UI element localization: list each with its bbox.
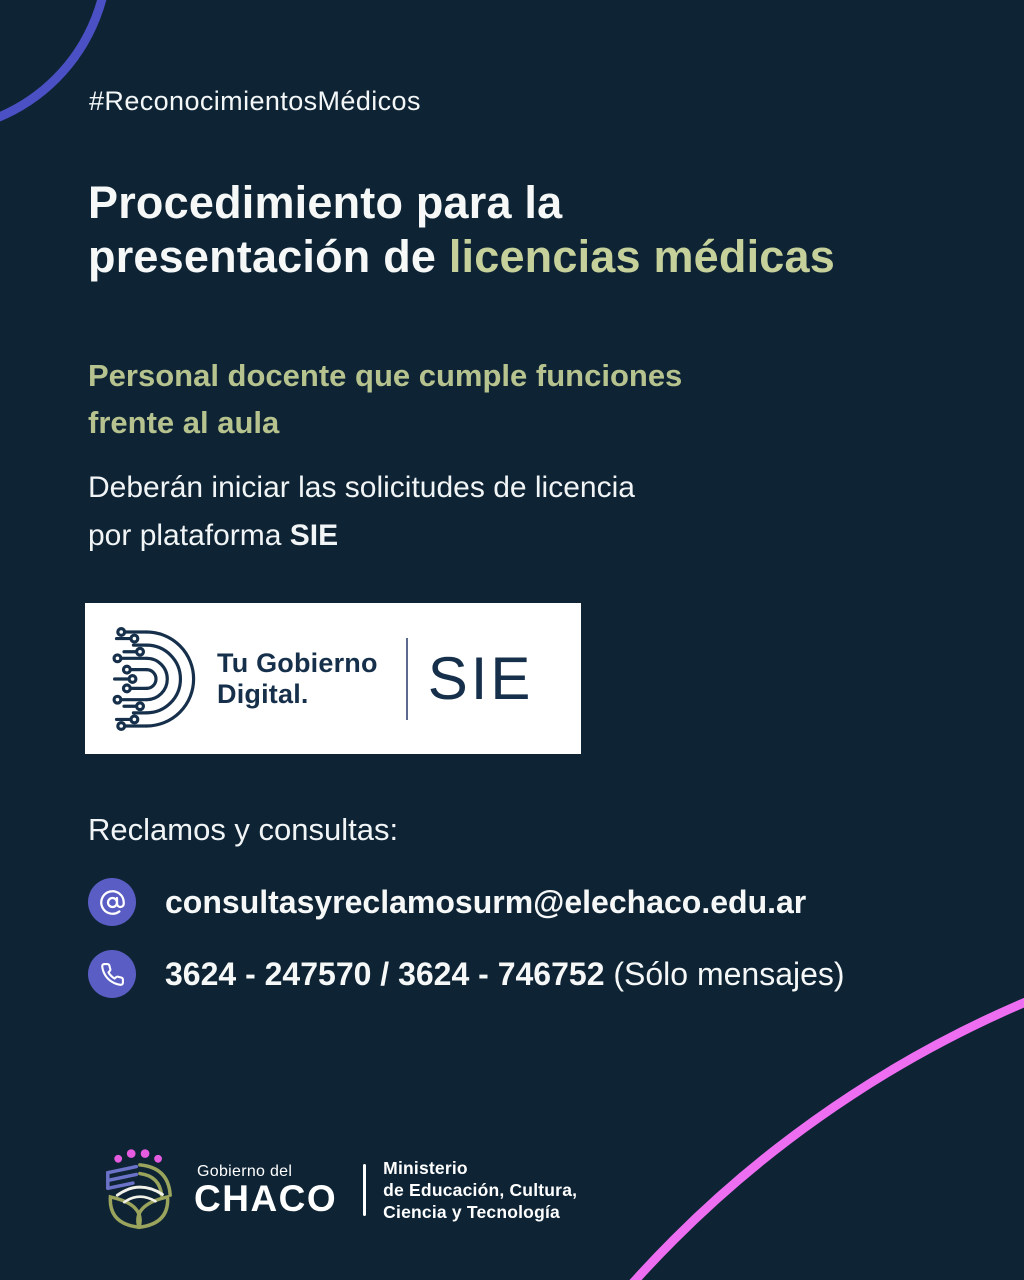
hashtag: #ReconocimientosMédicos: [89, 86, 421, 116]
footer-divider: [363, 1164, 366, 1216]
phone-row: [88, 950, 845, 998]
ministry-line1: Ministerio: [383, 1158, 468, 1178]
instruction-line1: Deberán iniciar las solicitudes de licencia: [88, 471, 635, 504]
title-line1: Procedimiento para la: [88, 177, 563, 228]
email-row: [88, 878, 806, 926]
at-icon: [99, 889, 126, 916]
audience-line2: frente al aula: [88, 405, 280, 440]
phone-handset-icon: [100, 962, 125, 987]
brand-line1: Tu Gobierno: [217, 647, 378, 678]
chaco-flower-logo: [100, 1146, 178, 1234]
instruction-text: [88, 464, 635, 560]
instruction-sie-bold: SIE: [289, 519, 339, 552]
gov-name: CHACO: [194, 1178, 338, 1219]
tu-gobierno-digital-wordmark: [217, 648, 378, 710]
contact-email: consultasyreclamosurm@elechaco.edu.ar: [165, 883, 807, 920]
audience-line1: Personal docente que cumple funciones: [88, 358, 683, 393]
phone-numbers: 3624 - 247570 / 3624 - 746752: [165, 955, 605, 992]
email-icon-circle: [88, 878, 136, 926]
instruction-line2-prefix: por plataforma: [88, 519, 290, 552]
sie-wordmark: SIE: [427, 645, 534, 712]
contact-phones: [165, 956, 845, 993]
title-line2-accent: licencias médicas: [448, 231, 835, 282]
audience-subtitle: [88, 352, 682, 446]
phone-note: (Sólo mensajes): [604, 955, 845, 992]
sie-platform-card: [85, 603, 581, 754]
card-divider: [406, 638, 408, 720]
gobierno-del-chaco-wordmark: [194, 1163, 337, 1217]
ministry-name: [383, 1157, 577, 1223]
contact-heading: Reclamos y consultas:: [88, 812, 399, 847]
ministry-line2: de Educación, Cultura,: [383, 1180, 578, 1200]
ministry-line3: Ciencia y Tecnología: [383, 1202, 560, 1222]
phone-icon-circle: [88, 950, 136, 998]
brand-line2: Digital.: [217, 678, 309, 709]
gov-prefix: Gobierno del: [197, 1163, 293, 1180]
page-title: [88, 176, 835, 284]
title-line2-prefix: presentación de: [88, 231, 449, 282]
tu-gobierno-digital-circuit-d-icon: [109, 620, 203, 738]
footer-government-block: [100, 1146, 577, 1234]
